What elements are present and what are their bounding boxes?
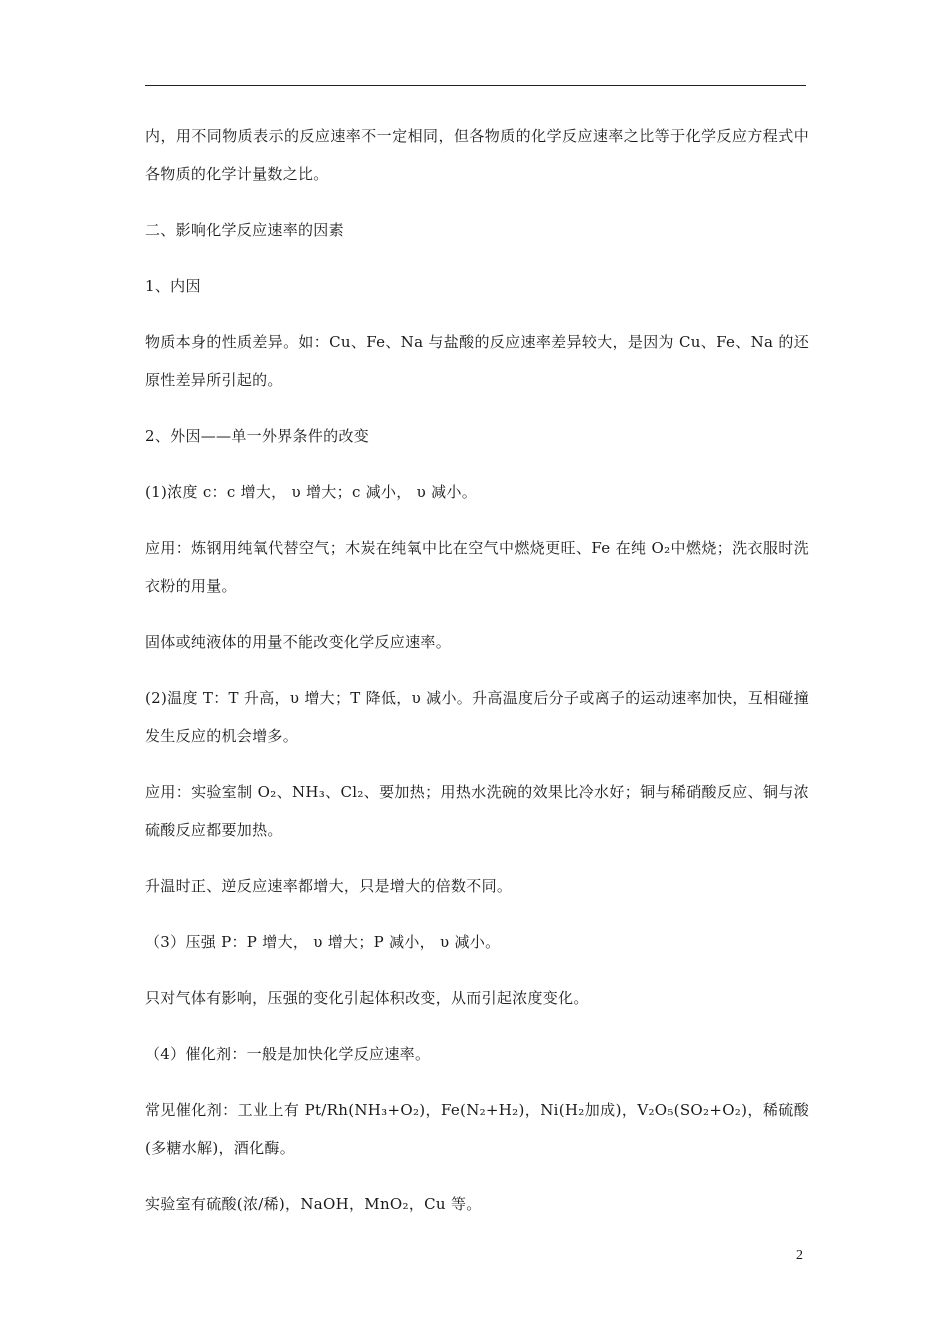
paragraph-pressure-note: 只对气体有影响，压强的变化引起体积改变，从而引起浓度变化。 (145, 989, 589, 1007)
paragraph-solid-liquid-note: 固体或纯液体的用量不能改变化学反应速率。 (145, 633, 452, 651)
paragraph-temperature-application: 应用：实验室制 O₂、NH₃、Cl₂、要加热；用热水洗碗的效果比冷水好；铜与稀硝酸反应、铜与浓硫酸反应都要加热。 (145, 783, 809, 839)
paragraph-catalyst: （4）催化剂：一般是加快化学反应速率。 (145, 1045, 431, 1063)
page-number: 2 (796, 1248, 803, 1263)
heading-external-cause: 2、外因——单一外界条件的改变 (145, 427, 370, 445)
paragraph-rate-ratio: 内，用不同物质表示的反应速率不一定相同，但各物质的化学反应速率之比等于化学反应方程式中各物质的化学计量数之比。 (145, 127, 809, 183)
paragraph-concentration-application: 应用：炼钢用纯氧代替空气；木炭在纯氧中比在空气中燃烧更旺、Fe 在纯 O₂中燃烧；洗衣服时洗衣粉的用量。 (145, 539, 809, 595)
paragraph-temperature: (2)温度 T：T 升高，υ 增大；T 降低，υ 减小。升高温度后分子或离子的运动速率加快，互相碰撞发生反应的机会增多。 (145, 689, 809, 745)
paragraph-pressure: （3）压强 P：P 增大， υ 增大；P 减小， υ 减小。 (145, 933, 501, 951)
paragraph-internal-cause: 物质本身的性质差异。如：Cu、Fe、Na 与盐酸的反应速率差异较大，是因为 Cu、Fe、Na 的还原性差异所引起的。 (145, 333, 809, 389)
paragraph-concentration: (1)浓度 c：c 增大， υ 增大；c 减小， υ 减小。 (145, 483, 478, 501)
paragraph-temperature-note: 升温时正、逆反应速率都增大，只是增大的倍数不同。 (145, 877, 513, 895)
heading-internal-cause: 1、内因 (145, 277, 201, 295)
header-rule (145, 85, 806, 86)
heading-factors: 二、影响化学反应速率的因素 (145, 221, 344, 239)
document-body (145, 117, 809, 1241)
paragraph-lab-catalysts: 实验室有硫酸(浓/稀)，NaOH，MnO₂，Cu 等。 (145, 1195, 482, 1213)
paragraph-common-catalysts: 常见催化剂：工业上有 Pt/Rh(NH₃+O₂)，Fe(N₂+H₂)，Ni(H₂加成)，V₂O₅(SO₂+O₂)，稀硫酸(多糖水解)，酒化酶。 (145, 1101, 809, 1157)
